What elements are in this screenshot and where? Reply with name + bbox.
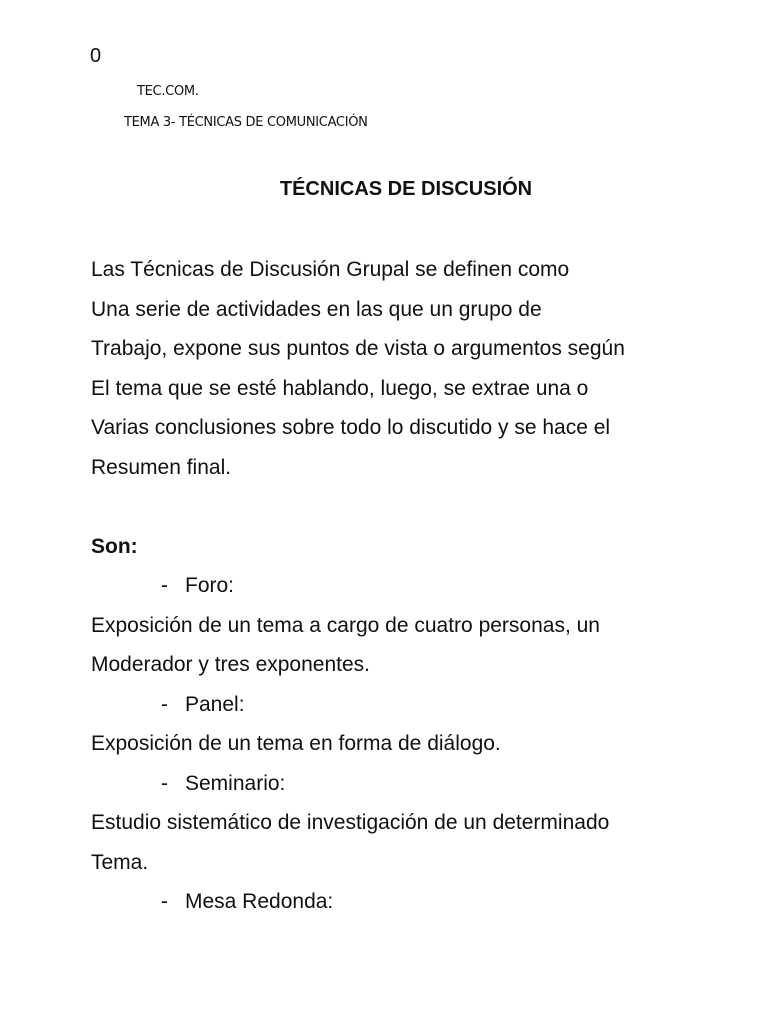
paragraph-line: Trabajo, expone sus puntos de vista o argumentos según [91, 337, 625, 360]
technique-name: Panel: [185, 692, 245, 716]
technique-panel [91, 685, 731, 764]
paragraph-line: El tema que se esté hablando, luego, se extrae una o [91, 376, 589, 400]
paragraph-line: Las Técnicas de Discusión Grupal se definen como [91, 258, 570, 281]
dash-marker: - [161, 574, 168, 597]
list-item [91, 882, 731, 922]
list-item [91, 566, 731, 606]
list-item [91, 685, 731, 725]
technique-foro [91, 566, 731, 685]
blank-line [91, 487, 731, 527]
technique-name: Foro: [185, 574, 235, 597]
dash-marker: - [161, 771, 168, 795]
technique-seminario [91, 764, 731, 883]
page-number: 0 [90, 45, 102, 67]
paragraph-line: Resumen final. [91, 455, 232, 479]
son-label: Son: [91, 534, 138, 558]
header-course: TEC.COM. [137, 84, 199, 99]
document-body [91, 250, 731, 922]
intro-paragraph [91, 250, 731, 487]
document-title: TÉCNICAS DE DISCUSIÓN [279, 178, 533, 200]
header-topic: TEMA 3- TÉCNICAS DE COMUNICACIÓN [124, 115, 368, 130]
paragraph-line: Varias conclusiones sobre todo lo discutido y se hace el [91, 416, 611, 439]
technique-description-line: Exposición de un tema a cargo de cuatro personas, un [91, 613, 600, 637]
technique-name: Seminario: [185, 771, 286, 795]
technique-description-line: Estudio sistemático de investigación de un determinado [91, 811, 610, 834]
technique-mesa-redonda [91, 882, 731, 922]
technique-description-line: Moderador y tres exponentes. [91, 653, 370, 676]
technique-description-line: Exposición de un tema en forma de diálogo. [91, 732, 501, 755]
list-item [91, 764, 731, 804]
dash-marker: - [161, 692, 168, 716]
paragraph-line: Una serie de actividades en las que un grupo de [91, 297, 542, 321]
dash-marker: - [161, 890, 168, 913]
technique-name: Mesa Redonda: [185, 890, 334, 913]
technique-description-line: Tema. [91, 850, 149, 874]
